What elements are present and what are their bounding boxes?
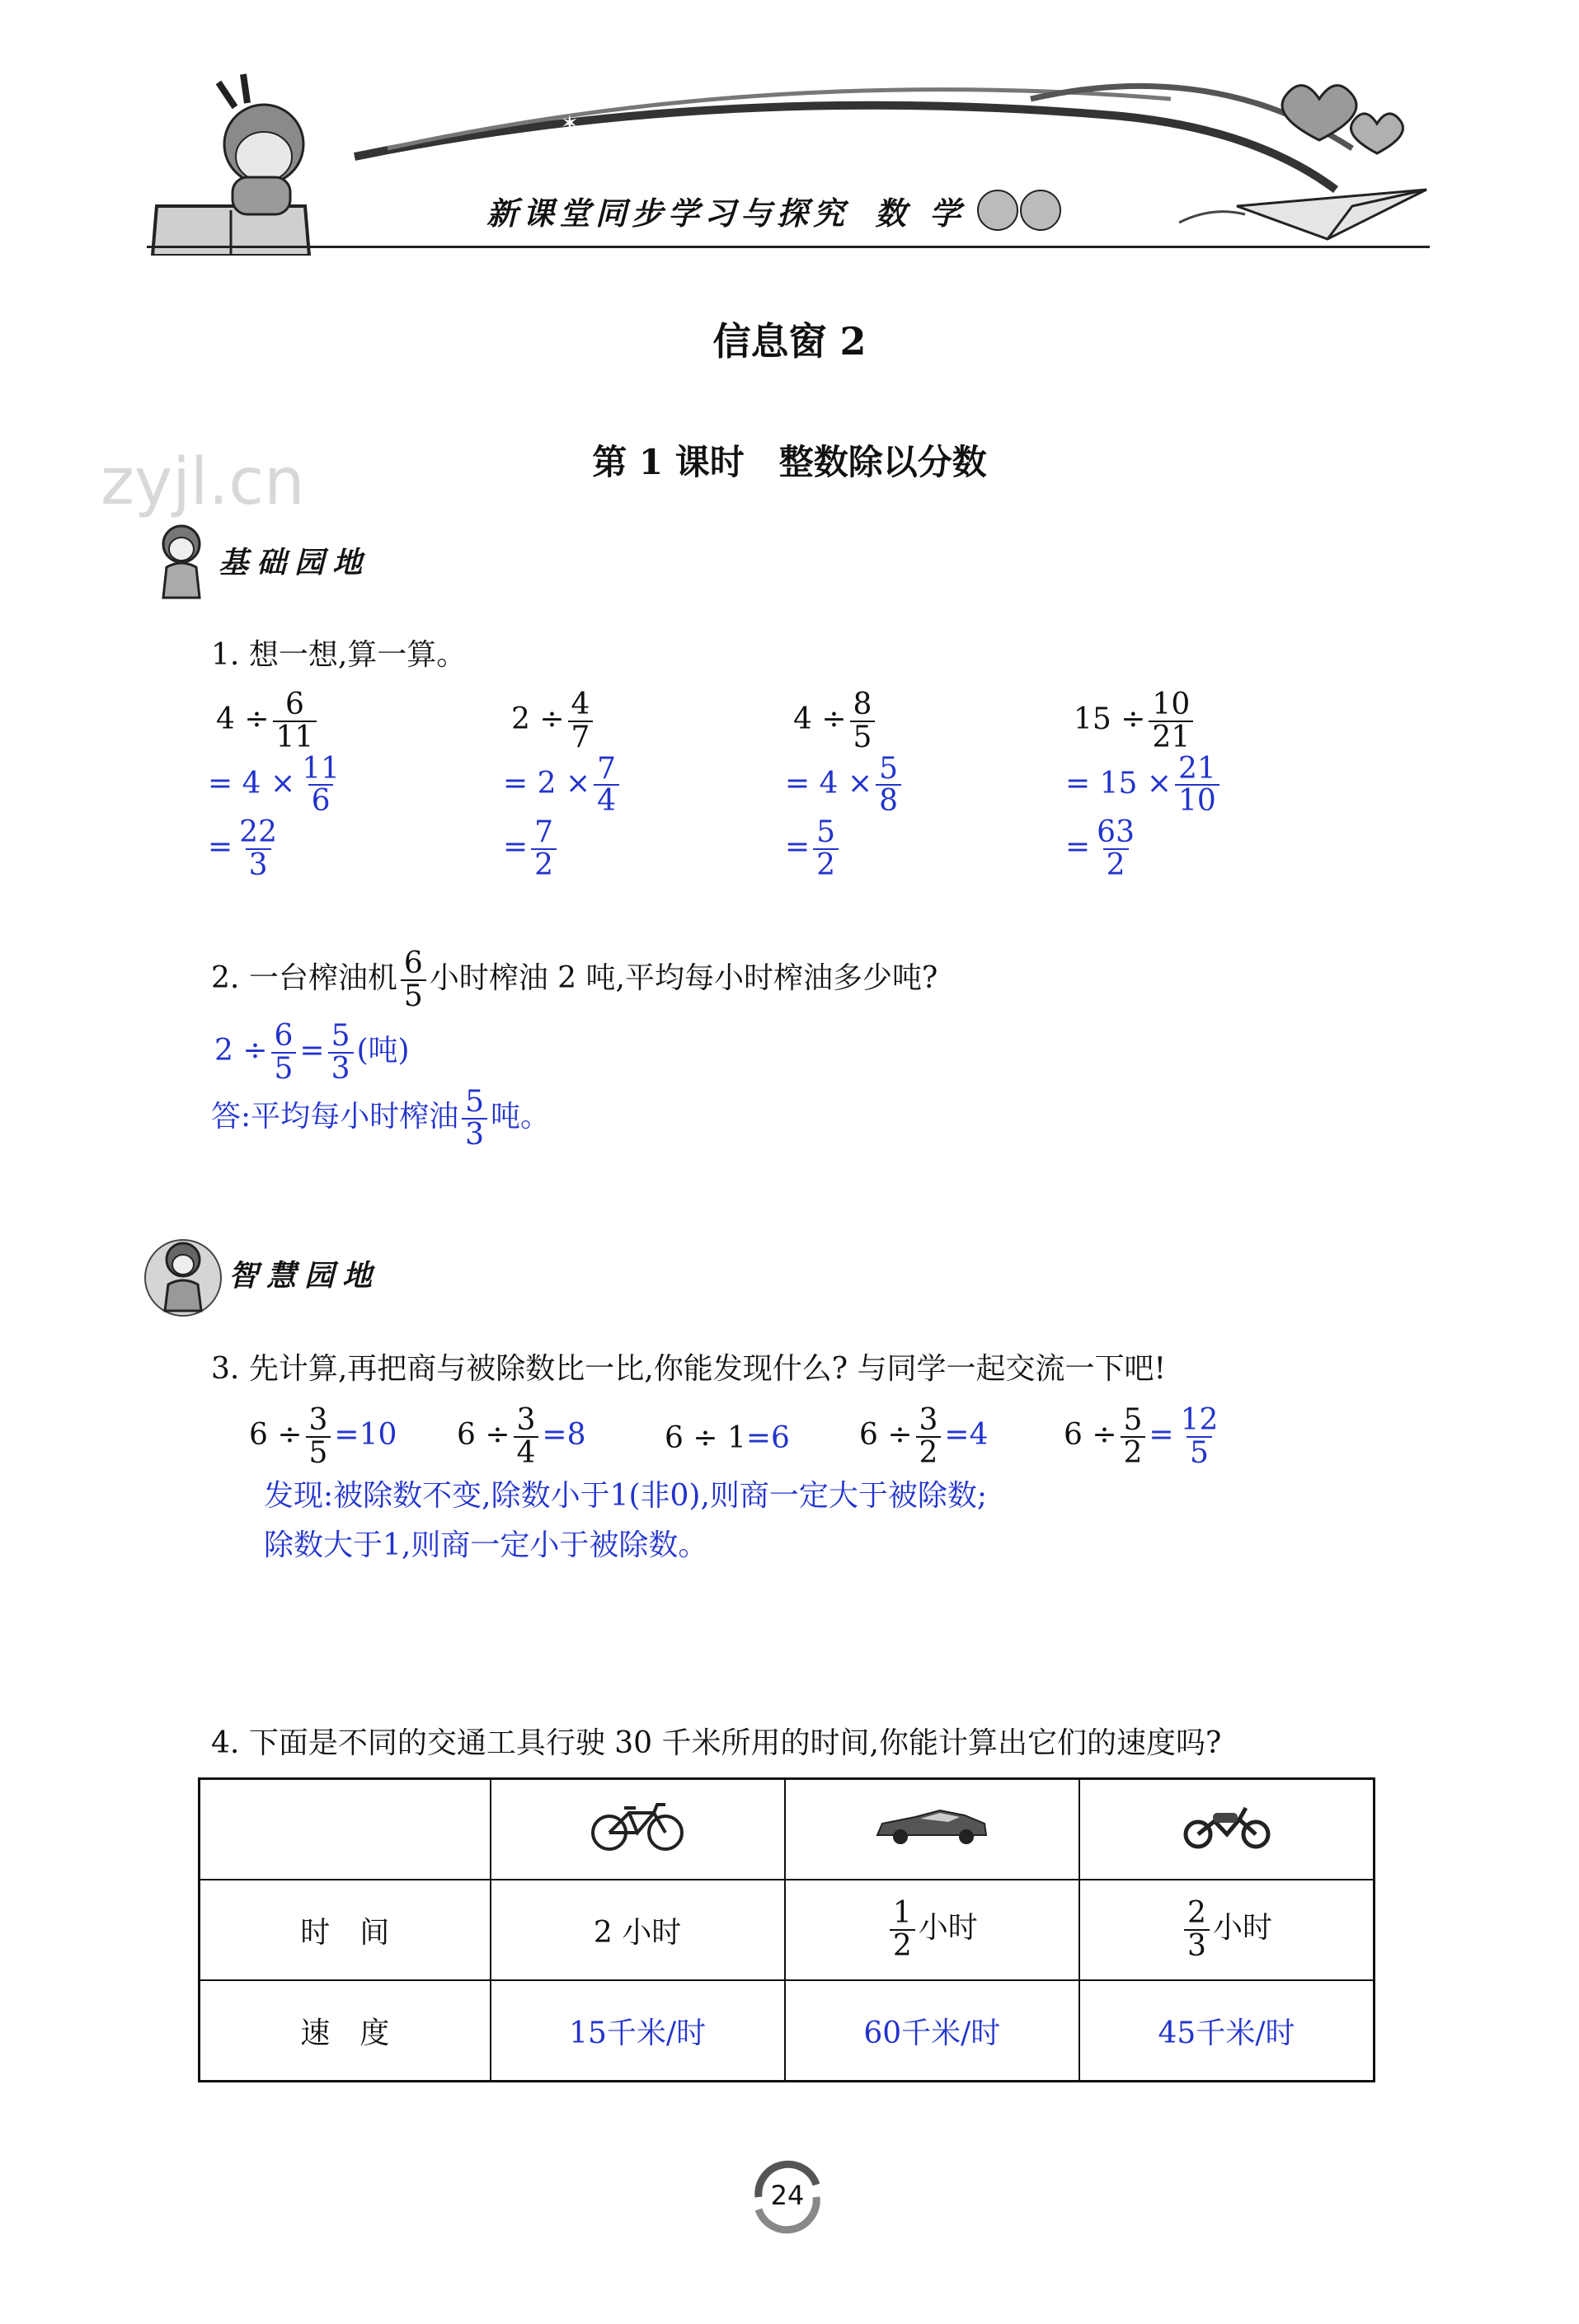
section-basic — [148, 519, 370, 602]
table-row — [200, 1880, 1375, 1980]
q4-prompt: 4. 下面是不同的交通工具行驶 30 千米所用的时间,你能计算出它们的速度吗? — [211, 1726, 1222, 1760]
page-header — [140, 49, 1435, 256]
book-title: 新课堂同步学习与探究 — [486, 195, 850, 232]
q3-prompt: 3. 先计算,再把商与被除数比一比,你能发现什么? 与同学一起交流一下吧! — [211, 1352, 1166, 1386]
speed-table — [198, 1777, 1375, 2082]
q1-prompt: 1. 想一想,算一算。 — [211, 638, 467, 672]
student-mascot-icon — [142, 1228, 224, 1319]
time-car: $\frac{1}{2}$ 小时 — [785, 1880, 1079, 1980]
speed-bicycle: 15千米/时 — [491, 1980, 785, 2082]
boy-mascot-icon — [148, 519, 214, 602]
speed-motorcycle: 45千米/时 — [1079, 1980, 1375, 2082]
q3-item-4: 6 ÷ $\frac{3}{2}$ =4 — [859, 1403, 989, 1470]
q3-item-5: 6 ÷ $\frac{5}{2}$ = $\frac{12}{5}$ — [1064, 1403, 1219, 1470]
speed-car: 60千米/时 — [785, 1980, 1079, 2082]
page-number: 24 — [770, 2180, 805, 2211]
table-corner-cell — [200, 1779, 491, 1880]
row-label-time: 时 间 — [200, 1880, 491, 1980]
q3-finding-line-2: 除数大于1,则商一定小于被除数。 — [264, 1528, 708, 1562]
q1-problem-2: 2 ÷ $\frac{4}{7}$ = 2 × $\frac{7}{4}$ = $\frac{7}{2}$ — [511, 689, 623, 881]
subject-label: 数学 — [875, 195, 985, 232]
watermark: zyjl.cn — [101, 445, 305, 519]
car-icon — [874, 1805, 989, 1847]
bicycle-cell — [491, 1779, 785, 1880]
q1-problem-3: 4 ÷ $\frac{8}{5}$ = 4 × $\frac{5}{8}$ = $\frac{5}{2}$ — [793, 689, 905, 881]
time-motorcycle: $\frac{2}{3}$ 小时 — [1079, 1880, 1375, 1980]
q1-problem-4: 15 ÷ $\frac{10}{21}$ = 15 × $\frac{21}{10}$ = $\frac{63}{2}$ — [1074, 689, 1223, 881]
time-bicycle: 2 小时 — [491, 1880, 785, 1980]
q2-answer: 答:平均每小时榨油 $\frac{5}{3}$ 吨。 — [211, 1085, 551, 1152]
motorcycle-cell — [1079, 1779, 1375, 1880]
header-rule — [147, 246, 1430, 248]
table-row — [200, 1779, 1375, 1880]
svg-text:✶: ✶ — [989, 129, 1008, 154]
svg-text:✶: ✶ — [561, 111, 579, 136]
bicycle-icon — [588, 1801, 687, 1851]
q3-item-1: 6 ÷ $\frac{3}{5}$ =10 — [249, 1403, 397, 1470]
table-row — [200, 1980, 1375, 2082]
car-cell — [785, 1779, 1079, 1880]
q2-calculation: 2 ÷ $\frac{6}{5}$ = $\frac{5}{3}$ (吨) — [214, 1019, 410, 1086]
q3-finding-line-1: 发现:被除数不变,除数小于1(非0),则商一定大于被除数; — [264, 1479, 988, 1513]
q1-problem-1: 4 ÷ $\frac{6}{11}$ = 4 × $\frac{11}{6}$ = $\frac{22}{3}$ — [208, 688, 340, 882]
section-basic-label: 基础园地 — [219, 546, 371, 580]
page-title: 信息窗 2 — [712, 319, 867, 364]
section-wisdom — [142, 1228, 380, 1319]
q3-item-3: 6 ÷ 1=6 — [665, 1421, 790, 1455]
page-number-badge — [742, 2160, 833, 2234]
q2-prompt: 2. 一台榨油机 $\frac{6}{5}$ 小时榨油 2 吨,平均每小时榨油多少吨? — [211, 946, 938, 1013]
motorcycle-icon — [1182, 1803, 1272, 1849]
row-label-speed: 速 度 — [200, 1980, 491, 2082]
section-wisdom-label: 智慧园地 — [228, 1259, 381, 1293]
lesson-title: 第 1 课时 整数除以分数 — [592, 442, 987, 482]
q3-item-2: 6 ÷ $\frac{3}{4}$ =8 — [457, 1403, 586, 1470]
